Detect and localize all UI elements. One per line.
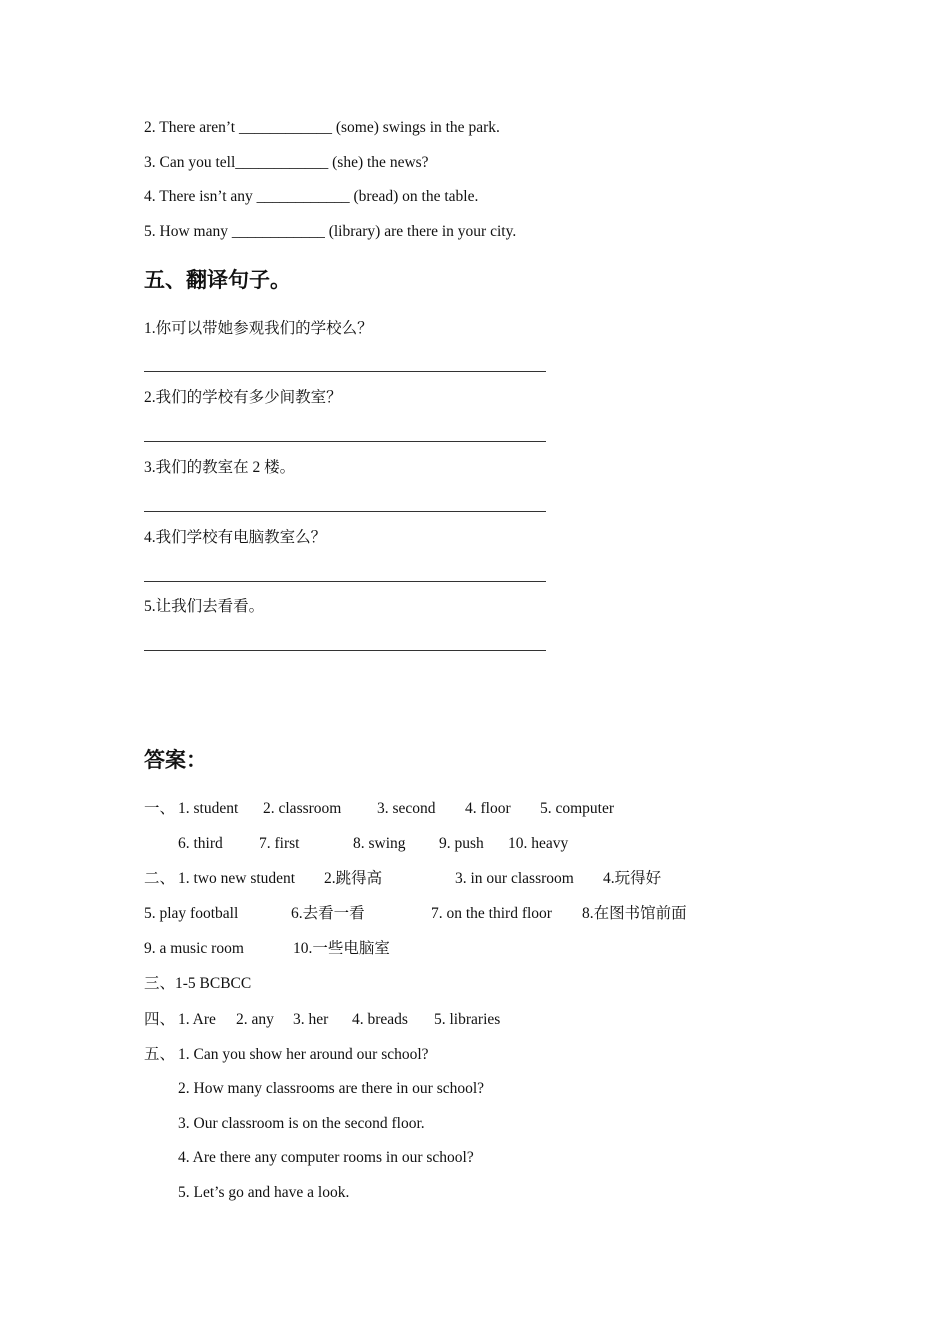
fill-in-item-2: 2. There aren’t ____________ (some) swings in the park. — [144, 119, 500, 136]
fill-in-item-4: 4. There isn’t any ____________ (bread) on the table. — [144, 188, 479, 205]
answer-2-2: 2.跳得高 — [324, 870, 383, 887]
answer-1-1: 1. student — [178, 800, 239, 817]
answer-4-5: 5. libraries — [434, 1011, 501, 1028]
answer-4-4: 4. breads — [352, 1011, 408, 1028]
answer-1-6: 6. third — [178, 835, 223, 852]
answer-2-7: 7. on the third floor — [431, 905, 552, 922]
answer-line-5 — [144, 650, 546, 651]
answer-4-2: 2. any — [236, 1011, 274, 1028]
answer-2-8: 8.在图书馆前面 — [582, 905, 687, 922]
answer-1-2: 2. classroom — [263, 800, 342, 817]
translate-item-2: 2.我们的学校有多少间教室？ — [144, 389, 342, 406]
fill-in-item-3: 3. Can you tell____________ (she) the news? — [144, 154, 429, 171]
answer-section-2-prefix: 二、 — [144, 870, 176, 887]
answer-line-3 — [144, 511, 546, 512]
answer-line-4 — [144, 581, 546, 582]
answer-1-8: 8. swing — [353, 835, 406, 852]
answer-2-5: 5. play football — [144, 905, 239, 922]
answer-4-3: 3. her — [293, 1011, 329, 1028]
answer-5-2: 2. How many classrooms are there in our school? — [178, 1080, 485, 1097]
answer-5-1: 1. Can you show her around our school? — [178, 1046, 429, 1063]
answer-2-10: 10.一些电脑室 — [293, 940, 390, 957]
answers-heading: 答案： — [144, 748, 207, 772]
answer-1-5: 5. computer — [540, 800, 615, 817]
answer-2-1: 1. two new student — [178, 870, 296, 887]
answer-1-10: 10. heavy — [508, 835, 569, 852]
answer-1-3: 3. second — [377, 800, 436, 817]
answer-line-2 — [144, 441, 546, 442]
answer-2-3: 3. in our classroom — [455, 870, 574, 887]
answer-1-4: 4. floor — [465, 800, 511, 817]
translate-item-4: 4.我们学校有电脑教室么？ — [144, 529, 327, 546]
translate-item-5: 5.让我们去看看。 — [144, 598, 265, 615]
answer-section-5-prefix: 五、 — [144, 1046, 176, 1063]
answer-5-3: 3. Our classroom is on the second floor. — [178, 1115, 425, 1132]
answer-section-4-prefix: 四、 — [144, 1011, 176, 1028]
answer-line-1 — [144, 371, 546, 372]
translate-item-1: 1.你可以带她参观我们的学校么？ — [144, 320, 373, 337]
answer-4-1: 1. Are — [178, 1011, 216, 1028]
answer-2-9: 9. a music room — [144, 940, 244, 957]
fill-in-item-5: 5. How many ____________ (library) are there in your city. — [144, 223, 517, 240]
answer-2-4: 4.玩得好 — [603, 870, 662, 887]
answer-5-5: 5. Let’s go and have a look. — [178, 1184, 350, 1201]
translate-item-3: 3.我们的教室在 2 楼。 — [144, 459, 296, 476]
answer-2-6: 6.去看一看 — [291, 905, 365, 922]
answer-section-3: 三、1-5 BCBCC — [144, 975, 252, 992]
answer-1-9: 9. push — [439, 835, 484, 852]
answer-1-7: 7. first — [259, 835, 300, 852]
answer-5-4: 4. Are there any computer rooms in our school? — [178, 1149, 474, 1166]
translate-heading: 五、翻译句子。 — [144, 268, 291, 292]
answer-section-1-prefix: 一、 — [144, 800, 176, 817]
